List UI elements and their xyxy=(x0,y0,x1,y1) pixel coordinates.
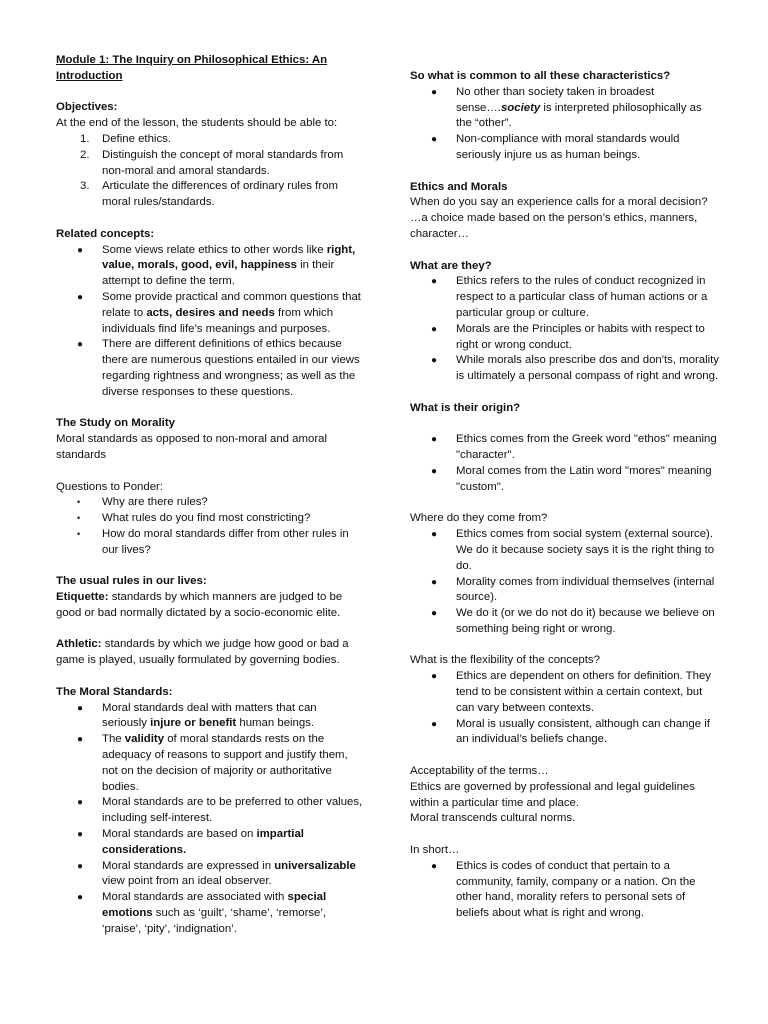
list-item: ● Ethics comes from the Greek word "ethos" meaning "character". xyxy=(431,433,717,462)
athletic-paragraph: Athletic: standards by which we judge how good or bad a game is played, usually formulated by governing bodies. xyxy=(56,638,349,667)
list-item: ● Moral comes from the Latin word "mores" meaning "custom". xyxy=(431,464,712,493)
list-item: ● Ethics refers to the rules of conduct recognized in respect to a particular class of human actions or a particular group or culture. xyxy=(431,275,708,319)
list-item: ● Morals are the Principles or habits with respect to right or wrong conduct. xyxy=(431,322,705,351)
list-item: ● The validity of moral standards rests on the adequacy of reasons to support and justify them, not on the decision of majority or authoritative bodies. xyxy=(77,733,348,793)
moral-standards-heading: The Moral Standards: xyxy=(56,685,173,698)
what-are-they-heading: What are they? xyxy=(410,259,492,272)
list-item: ● No other than society taken in broadest sense….society is interpreted philosophically as the “other”. xyxy=(431,85,702,130)
acceptability-heading: Acceptability of the terms… xyxy=(410,765,549,778)
ethics-and-morals-heading: Ethics and Morals xyxy=(410,180,508,193)
objectives-heading: Objectives: xyxy=(56,101,118,114)
list-item: • What rules do you find most constricting? xyxy=(77,512,311,525)
ethics-and-morals-text-1: When do you say an experience calls for a moral decision? xyxy=(410,196,708,209)
flexibility-list xyxy=(410,669,720,748)
moral-standards-list xyxy=(56,701,364,938)
objective-item: 1. Define ethics. xyxy=(80,132,172,145)
ponder-list xyxy=(56,495,364,558)
list-item: ● Moral standards are expressed in universalizable view point from an ideal observer. xyxy=(77,859,356,888)
objective-item: 2. Distinguish the concept of moral standards from non-moral and amoral standards. xyxy=(80,148,344,177)
right-column xyxy=(410,69,720,922)
list-item: • Why are there rules? xyxy=(77,496,208,509)
origin-heading: What is their origin? xyxy=(410,401,521,414)
list-item: ● Ethics are dependent on others for definition. They tend to be consistent within a certain context, but can vary between contexts. xyxy=(431,670,711,714)
module-title-line-2: Introduction xyxy=(56,69,123,82)
study-text: Moral standards as opposed to non-moral and amoral standards xyxy=(56,433,327,461)
list-item: ● Morality comes from individual themselves (internal source). xyxy=(431,575,715,604)
list-item: ● Moral standards are to be preferred to other values, including self-interest. xyxy=(77,796,363,825)
usual-rules-heading: The usual rules in our lives: xyxy=(56,575,207,588)
list-item: ● Non-compliance with moral standards would seriously injure us as human beings. xyxy=(431,133,680,161)
in-short-list xyxy=(410,859,720,922)
ethics-and-morals-text-2: …a choice made based on the person’s ethics, manners, character… xyxy=(410,212,698,240)
where-heading: Where do they come from? xyxy=(410,512,548,525)
acceptability-text-2: Moral transcends cultural norms. xyxy=(410,812,576,825)
ponder-heading: Questions to Ponder: xyxy=(56,480,164,493)
list-item: ● Some provide practical and common questions that relate to acts, desires and needs from which individuals find life’s meanings and purposes. xyxy=(77,290,361,335)
list-item: ● While morals also prescribe dos and don'ts, morality is ultimately a personal compass of right and wrong. xyxy=(431,354,720,383)
list-item: ● Moral standards are associated with special emotions such as ‘guilt’, ‘shame’, ‘remorse’, ‘praise’, ‘pity’, ‘indignation’. xyxy=(77,891,327,935)
list-item: ● Moral standards deal with matters that can seriously injure or benefit human beings. xyxy=(77,701,317,730)
list-item: ● Moral standards are based on impartial considerations. xyxy=(77,828,304,856)
objectives-intro: At the end of the lesson, the students should be able to: xyxy=(56,117,338,130)
study-heading: The Study on Morality xyxy=(56,417,175,430)
list-item: ● We do it (or we do not do it) because we believe on something being right or wrong. xyxy=(431,607,715,635)
in-short-heading: In short… xyxy=(410,844,460,857)
related-concepts-list xyxy=(56,243,364,401)
origin-list xyxy=(410,432,720,495)
list-item: • How do moral standards differ from other rules in our lives? xyxy=(77,527,349,556)
what-are-they-list xyxy=(410,274,720,385)
list-item: ● Ethics is codes of conduct that pertain to a community, family, company or a nation. On the other hand, morality refers to personal sets of beliefs about what is right and wrong. xyxy=(431,859,696,920)
module-title-line-1: Module 1: The Inquiry on Philosophical Ethics: An xyxy=(56,54,328,66)
etiquette-paragraph: Etiquette: standards by which manners are judged to be good or bad normally dictated by a socio-economic elite. xyxy=(56,591,343,619)
acceptability-text-1: Ethics are governed by professional and legal guidelines within a particular time and place. xyxy=(410,780,695,809)
list-item: ● Moral is usually consistent, although can change if an individual’s beliefs change. xyxy=(431,717,710,746)
left-column xyxy=(56,53,364,938)
objectives-list xyxy=(56,132,364,211)
common-heading: So what is common to all these characteristics? xyxy=(410,70,671,82)
list-item: ● Some views relate ethics to other words like right, value, morals, good, evil, happiness in their attempt to define the term. xyxy=(77,243,356,288)
list-item: ● Ethics comes from social system (external source). We do it because society says it is the right thing to do. xyxy=(431,528,715,572)
where-list xyxy=(410,527,720,638)
list-item: ● There are different definitions of ethics because there are numerous questions entailed in our views regarding rightness and wrongness; as well as the diverse responses to these questions. xyxy=(77,338,360,398)
objective-item: 3. Articulate the differences of ordinary rules from moral rules/standards. xyxy=(80,180,338,209)
flexibility-heading: What is the flexibility of the concepts? xyxy=(410,654,600,667)
common-list xyxy=(410,85,720,164)
related-concepts-heading: Related concepts: xyxy=(56,227,155,240)
